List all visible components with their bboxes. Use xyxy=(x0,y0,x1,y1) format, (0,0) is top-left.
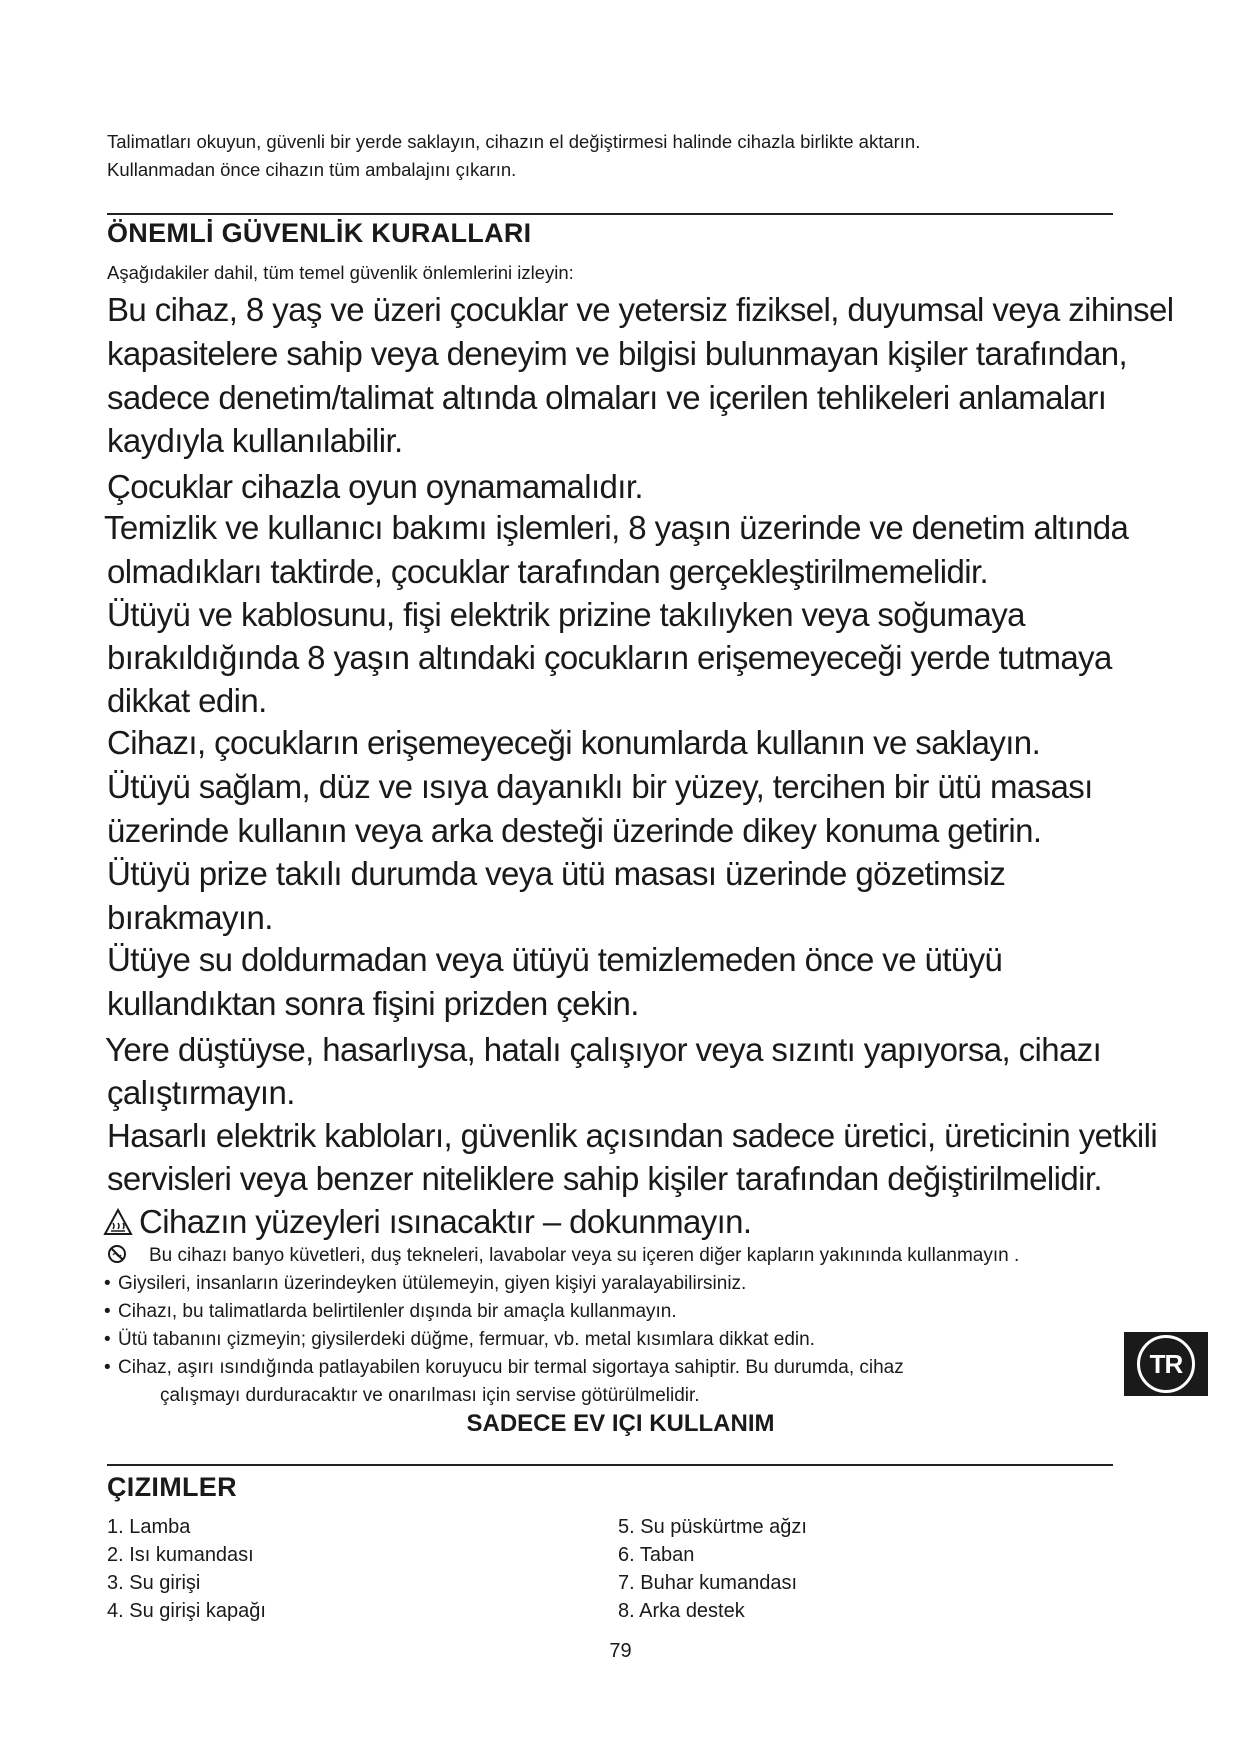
bullet-text: Cihazı, bu talimatlarda belirtilenler dışında bir amaçla kullanmayın. xyxy=(118,1301,677,1322)
bullet-item xyxy=(104,1298,677,1326)
hot-surface-warning-icon xyxy=(103,1208,133,1236)
no-water-use-icon xyxy=(107,1244,127,1264)
safety-subtitle: Aşağıdakiler dahil, tüm temel güvenlik önlemlerini izleyin: xyxy=(107,262,574,283)
divider xyxy=(107,213,1113,215)
safety-line: Bu cihaz, 8 yaş ve üzeri çocuklar ve yetersiz fiziksel, duyumsal veya zihinsel xyxy=(107,291,1174,328)
safety-line: Hasarlı elektrik kabloları, güvenlik açısından sadece üretici, üreticinin yetkili xyxy=(107,1117,1158,1154)
safety-line: Temizlik ve kullanıcı bakımı işlemleri, 8 yaşın üzerinde ve denetim altında xyxy=(104,509,1129,546)
parts-list-item: 2. Isı kumandası xyxy=(107,1544,254,1566)
parts-list-item: 5. Su püskürtme ağzı xyxy=(618,1516,807,1538)
safety-line: kaydıyla kullanılabilir. xyxy=(107,422,403,459)
language-badge xyxy=(1124,1332,1208,1396)
bullet-text: Ütü tabanını çizmeyin; giysilerdeki düğme, fermuar, vb. metal kısımlara dikkat edin. xyxy=(118,1329,815,1350)
parts-list-item: 4. Su girişi kapağı xyxy=(107,1600,266,1622)
safety-line: kullandıktan sonra fişini prizden çekin. xyxy=(107,985,639,1022)
drawings-title: ÇIZIMLER xyxy=(107,1472,237,1502)
safety-line: Ütüye su doldurmadan veya ütüyü temizlemeden önce ve ütüyü xyxy=(107,941,1003,978)
safety-line: olmadıkları taktirde, çocuklar tarafından gerçekleştirilmemelidir. xyxy=(107,553,989,590)
intro-line-2: Kullanmadan önce cihazın tüm ambalajını çıkarın. xyxy=(107,159,517,180)
safety-line: Yere düştüyse, hasarlıysa, hatalı çalışıyor veya sızıntı yapıyorsa, cihazı xyxy=(105,1031,1102,1068)
bullet-text: Cihaz, aşırı ısındığında patlayabilen koruyucu bir termal sigortaya sahiptir. Bu durumda, cihaz xyxy=(118,1357,904,1378)
bullet-marker: • xyxy=(104,1357,111,1378)
bullet-marker: • xyxy=(104,1329,111,1350)
parts-list-item: 1. Lamba xyxy=(107,1516,191,1538)
safety-line: çalıştırmayın. xyxy=(107,1074,295,1111)
safety-title: ÖNEMLİ GÜVENLİK KURALLARI xyxy=(107,218,532,248)
safety-line: Cihazı, çocukların erişemeyeceği konumlarda kullanın ve saklayın. xyxy=(107,724,1041,761)
safety-line: dikkat edin. xyxy=(107,682,267,719)
safety-line: üzerinde kullanın veya arka desteği üzerinde dikey konuma getirin. xyxy=(107,812,1042,849)
hot-surface-warning-text: Cihazın yüzeyleri ısınacaktır – dokunmayın. xyxy=(139,1203,752,1240)
hot-surface-warning xyxy=(103,1200,752,1244)
page-number: 79 xyxy=(609,1640,632,1662)
bullet-item xyxy=(104,1326,815,1354)
safety-line: servisleri veya benzer niteliklere sahip kişiler tarafından değiştirilmelidir. xyxy=(107,1160,1102,1197)
household-use-notice: SADECE EV IÇI KULLANIM xyxy=(466,1410,775,1437)
parts-list-item: 3. Su girişi xyxy=(107,1572,201,1594)
bullet-continuation: çalışmayı durduracaktır ve onarılması için servise götürülmelidir. xyxy=(160,1385,700,1406)
safety-line: bırakmayın. xyxy=(107,899,273,936)
parts-list-item: 6. Taban xyxy=(618,1544,695,1566)
bullet-marker: • xyxy=(104,1273,111,1294)
safety-line: bırakıldığında 8 yaşın altındaki çocukların erişemeyeceği yerde tutmaya xyxy=(107,639,1112,676)
parts-list-item: 7. Buhar kumandası xyxy=(618,1572,797,1594)
bullet-text: Giysileri, insanların üzerindeyken ütülemeyin, giyen kişiyi yaralayabilirsiniz. xyxy=(118,1273,747,1294)
intro-line-1: Talimatları okuyun, güvenli bir yerde saklayın, cihazın el değiştirmesi halinde cihazla birlikte aktarın. xyxy=(107,131,921,152)
divider xyxy=(107,1464,1113,1466)
bullet-item xyxy=(104,1270,746,1298)
safety-line: Ütüyü ve kablosunu, fişi elektrik prizine takılıyken veya soğumaya xyxy=(107,596,1025,633)
bullet-item xyxy=(104,1354,904,1382)
bath-note-text: Bu cihazı banyo küvetleri, duş tekneleri, lavabolar veya su içeren diğer kapların yakınında kullanmayın . xyxy=(149,1245,1020,1266)
safety-line: Ütüyü sağlam, düz ve ısıya dayanıklı bir yüzey, tercihen bir ütü masası xyxy=(107,768,1093,805)
parts-list-item: 8. Arka destek xyxy=(618,1600,745,1622)
safety-line: kapasitelere sahip veya deneyim ve bilgisi bulunmayan kişiler tarafından, xyxy=(107,335,1128,372)
bullet-marker: • xyxy=(104,1301,111,1322)
language-badge-label: TR xyxy=(1137,1335,1195,1393)
safety-line: Çocuklar cihazla oyun oynamamalıdır. xyxy=(107,468,644,505)
bath-note xyxy=(107,1242,1019,1270)
safety-line: Ütüyü prize takılı durumda veya ütü masası üzerinde gözetimsiz xyxy=(107,855,1006,892)
safety-line: sadece denetim/talimat altında olmaları ve içerilen tehlikeleri anlamaları xyxy=(107,379,1107,416)
